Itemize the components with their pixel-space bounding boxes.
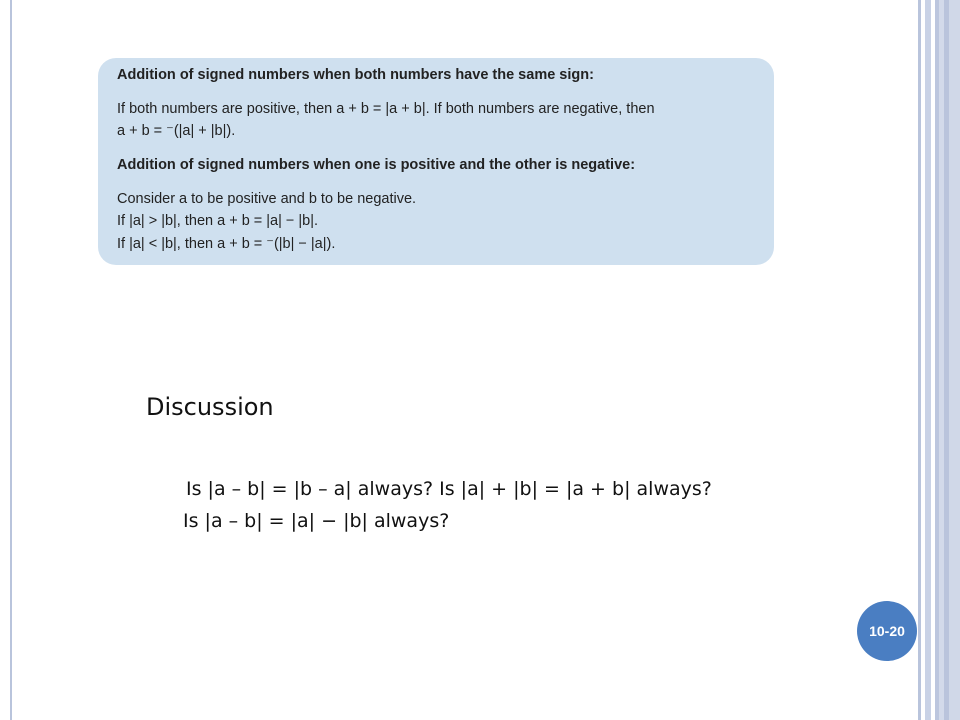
different-sign-rule-line: If |a| > |b|, then a + b = |a| − |b|.	[117, 213, 319, 229]
different-sign-heading: Addition of signed numbers when one is positive and the other is negative:	[117, 157, 636, 173]
slide-number-badge	[857, 601, 917, 661]
different-sign-rule-line: Consider a to be positive and b to be negative.	[117, 191, 417, 207]
discussion-question: Is |a – b| = |a| − |b| always?	[183, 510, 450, 532]
slide-frame-right-stripe	[925, 0, 931, 720]
slide-frame-right-stripes	[935, 0, 960, 720]
signed-number-rules-box	[98, 58, 774, 265]
slide-number: 10-20	[869, 623, 905, 639]
slide-frame-right-border	[918, 0, 921, 720]
same-sign-rule-line: a + b = ⁻(|a| + |b|).	[117, 123, 236, 139]
same-sign-rule-line: If both numbers are positive, then a + b = |a + b|. If both numbers are negative, then	[117, 101, 655, 117]
discussion-question: Is |a – b| = |b – a| always? Is |a| + |b| = |a + b| always?	[186, 478, 712, 500]
slide-frame-left-border	[10, 0, 12, 720]
discussion-title: Discussion	[146, 393, 274, 421]
different-sign-rule-line: If |a| < |b|, then a + b = ⁻(|b| − |a|).	[117, 236, 336, 252]
same-sign-heading: Addition of signed numbers when both numbers have the same sign:	[117, 67, 594, 83]
